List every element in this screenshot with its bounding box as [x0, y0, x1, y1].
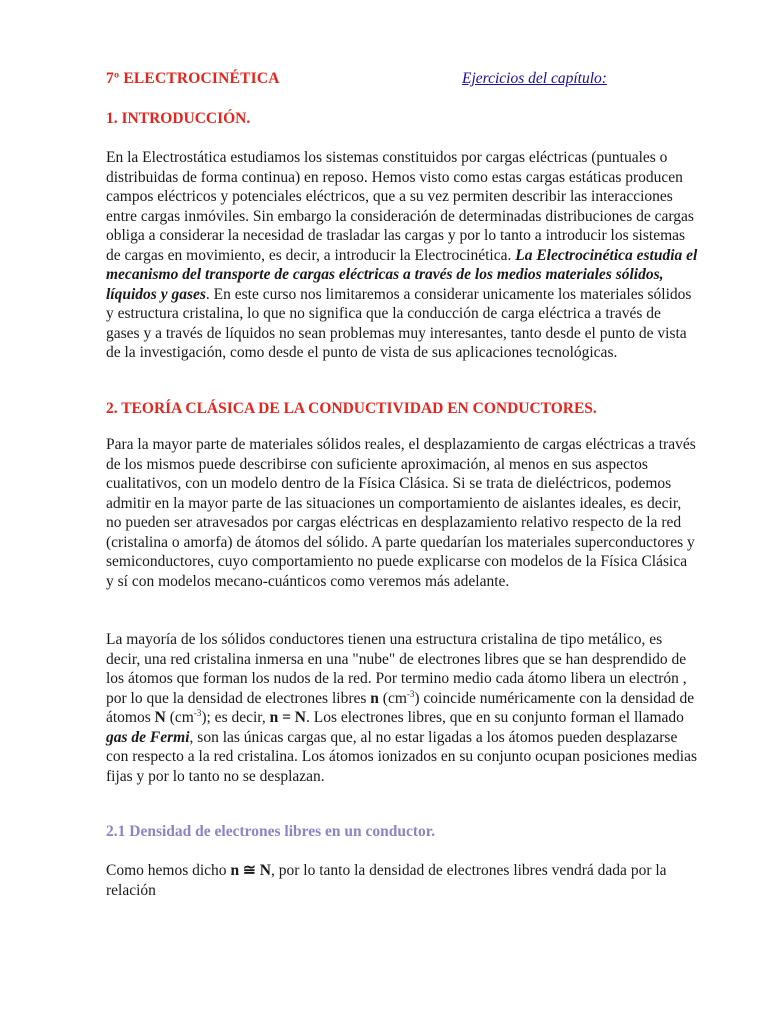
exercises-link[interactable]: Ejercicios del capítulo: — [462, 70, 607, 87]
section21-heading: 2.1 Densidad de electrones libres en un conductor. — [106, 823, 436, 840]
section1-bold-statement: La Electrocinética estudia el mecanismo del transporte de cargas eléctricas a través de los medios materiales sólidos, líquidos y gases — [106, 246, 698, 303]
section21-text-b: , por lo tanto la densidad de electrones libres vendrá dada por la relación — [106, 862, 667, 899]
term-gas-de-fermi: gas de Fermi — [106, 728, 190, 746]
section1-heading: 1. INTRODUCCIÓN. — [106, 110, 251, 127]
header-row — [106, 70, 706, 92]
section21-text-a: Como hemos dicho — [106, 862, 231, 879]
section2-text-d: . Los electrones libres, que en su conjunto forman el llamado — [306, 709, 684, 726]
section2-paragraph-1: Para la mayor parte de materiales sólidos reales, el desplazamiento de cargas eléctricas a través de los mismos puede describirse con suficiente aproximación, al menos en sus aspectos cualitativos, con un modelo dentro de la Física Clásica. Si se trata de dieléctricos, podemos admitir en la mayor parte de las situaciones un comportamiento de aislantes ideales, es decir, no pueden ser atravesados por cargas eléctricas en desplazamiento relativo respecto de la red (cristalina o amorfa) de átomos del sólido. A parte quedarían los materiales superconductores y semiconductores, cuyo comportamiento no puede explicarse con modelos de la Física Clásica y sí con modelos mecano-cuánticos como veremos más adelante. — [106, 436, 696, 590]
section1-text-a: En la Electrostática estudiamos los sistemas constituidos por cargas eléctricas (puntuales o distribuidas de forma continua) en reposo. Hemos visto como estas cargas estáticas producen campos eléctricos y potenciales eléctricos, que a su vez permiten describir las interacciones entre cargas inmóviles. Sin embargo la consideración de determinadas distribuciones de cargas obliga a considerar la necesidad de trasladar las cargas y por lo tanto a introducir los sistemas de cargas en movimiento, es decir, a introducir la Electrocinética. — [106, 149, 694, 264]
section1-paragraph — [106, 148, 698, 363]
units-cm-2: (cm — [165, 709, 194, 726]
section21-paragraph — [106, 861, 698, 900]
section2-text-b: ) coincide numéricamente con la densidad de átomos — [106, 689, 695, 726]
section2-text-a: La mayoría de los sólidos conductores tienen una estructura cristalina de tipo metálico, es decir, una red cristalina inmersa en una "nube" de electrones libres que se han desprendido de los átomos que forman los nudos de la red. Por termino medio cada átomo libera un electrón , por lo que la densidad de electrones libres — [106, 631, 687, 707]
chapter-title: 7º ELECTROCINÉTICA — [106, 70, 280, 87]
section2-paragraph-2 — [106, 630, 698, 786]
symbol-N: N — [154, 709, 166, 726]
equation-n-equals-N: n = N — [269, 709, 306, 726]
units-exponent-1: -3 — [406, 688, 415, 699]
units-cm-1: (cm — [378, 689, 407, 707]
symbol-n: n — [370, 689, 379, 707]
section2-heading: 2. TEORÍA CLÁSICA DE LA CONDUCTIVIDAD EN CONDUCTORES. — [106, 400, 597, 417]
section1-text-b: . En este curso nos limitaremos a considerar unicamente los materiales sólidos y estructura cristalina, lo que no significa que la conducción de carga eléctrica a través de gases y a través de líquidos no sean problemas muy interesantes, tanto desde el punto de vista de la investigación, como desde el punto de vista de sus aplicaciones tecnológicas. — [106, 285, 692, 361]
relation-n-approx-N: n ≅ N — [230, 862, 271, 879]
units-exponent-2: -3 — [193, 707, 202, 718]
section2-text-e: , son las únicas cargas que, al no estar ligadas a los átomos pueden desplazarse con respecto a la red cristalina. Los átomos ionizados en su conjunto ocupan posiciones medias fijas y por lo tanto no se desplazan. — [106, 728, 697, 785]
section2-text-c: ); es decir, — [201, 709, 270, 726]
